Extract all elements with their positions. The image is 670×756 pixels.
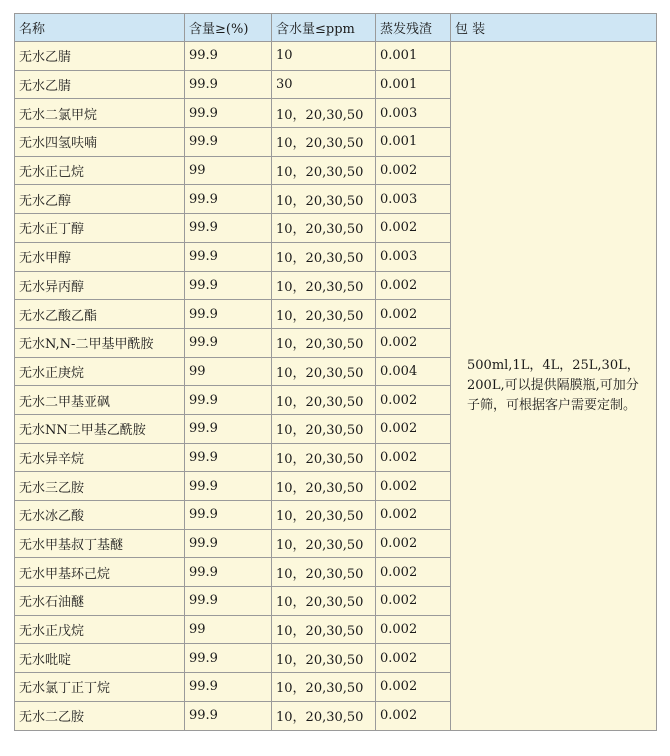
cell-water: 10，20,30,50	[272, 357, 376, 386]
cell-name: 无水甲基环己烷	[15, 558, 185, 587]
table-row	[15, 42, 657, 71]
cell-name: 无水正庚烷	[15, 357, 185, 386]
cell-content: 99.9	[185, 128, 272, 157]
cell-residue: 0.002	[376, 386, 451, 415]
cell-water: 10，20,30,50	[272, 673, 376, 702]
cell-name: 无水乙腈	[15, 70, 185, 99]
cell-residue: 0.002	[376, 300, 451, 329]
cell-residue: 0.002	[376, 673, 451, 702]
header-name: 名称	[15, 14, 185, 42]
cell-name: 无水异辛烷	[15, 443, 185, 472]
cell-residue: 0.001	[376, 128, 451, 157]
cell-water: 10，20,30,50	[272, 156, 376, 185]
cell-content: 99.9	[185, 70, 272, 99]
cell-residue: 0.002	[376, 529, 451, 558]
table-body	[15, 42, 657, 731]
product-table	[14, 13, 657, 731]
cell-content: 99.9	[185, 185, 272, 214]
cell-name: 无水四氢呋喃	[15, 128, 185, 157]
cell-residue: 0.002	[376, 271, 451, 300]
cell-content: 99.9	[185, 328, 272, 357]
cell-residue: 0.002	[376, 701, 451, 730]
cell-name: 无水正戊烷	[15, 615, 185, 644]
cell-name: 无水吡啶	[15, 644, 185, 673]
table-header-row	[15, 14, 657, 42]
cell-content: 99.9	[185, 414, 272, 443]
cell-residue: 0.003	[376, 185, 451, 214]
cell-content: 99	[185, 156, 272, 185]
cell-residue: 0.002	[376, 558, 451, 587]
cell-water: 10	[272, 42, 376, 71]
header-packaging: 包 装	[451, 14, 657, 42]
cell-water: 10，20,30,50	[272, 587, 376, 616]
cell-residue: 0.002	[376, 644, 451, 673]
cell-residue: 0.002	[376, 587, 451, 616]
cell-residue: 0.002	[376, 156, 451, 185]
cell-water: 10，20,30,50	[272, 644, 376, 673]
cell-residue: 0.002	[376, 328, 451, 357]
cell-residue: 0.002	[376, 443, 451, 472]
cell-water: 10，20,30,50	[272, 414, 376, 443]
cell-name: 无水正丁醇	[15, 214, 185, 243]
cell-water: 30	[272, 70, 376, 99]
cell-name: 无水冰乙酸	[15, 501, 185, 530]
cell-water: 10，20,30,50	[272, 328, 376, 357]
cell-name: 无水二甲基亚砜	[15, 386, 185, 415]
cell-content: 99	[185, 357, 272, 386]
cell-residue: 0.003	[376, 242, 451, 271]
cell-name: 无水乙腈	[15, 42, 185, 71]
cell-name: 无水正己烷	[15, 156, 185, 185]
cell-water: 10，20,30,50	[272, 501, 376, 530]
cell-content: 99.9	[185, 529, 272, 558]
cell-residue: 0.002	[376, 214, 451, 243]
cell-content: 99.9	[185, 99, 272, 128]
cell-water: 10，20,30,50	[272, 443, 376, 472]
cell-residue: 0.002	[376, 501, 451, 530]
cell-water: 10，20,30,50	[272, 472, 376, 501]
cell-content: 99.9	[185, 300, 272, 329]
cell-residue: 0.001	[376, 42, 451, 71]
cell-content: 99.9	[185, 673, 272, 702]
cell-residue: 0.003	[376, 99, 451, 128]
cell-content: 99	[185, 615, 272, 644]
cell-name: 无水NN二甲基乙酰胺	[15, 414, 185, 443]
cell-name: 无水石油醚	[15, 587, 185, 616]
cell-name: 无水氯丁正丁烷	[15, 673, 185, 702]
cell-name: 无水二氯甲烷	[15, 99, 185, 128]
cell-name: 无水三乙胺	[15, 472, 185, 501]
cell-water: 10，20,30,50	[272, 300, 376, 329]
cell-content: 99.9	[185, 558, 272, 587]
header-water: 含水量≤ppm	[272, 14, 376, 42]
cell-water: 10，20,30,50	[272, 242, 376, 271]
cell-residue: 0.002	[376, 615, 451, 644]
cell-content: 99.9	[185, 644, 272, 673]
cell-content: 99.9	[185, 386, 272, 415]
cell-residue: 0.002	[376, 472, 451, 501]
cell-water: 10，20,30,50	[272, 128, 376, 157]
cell-name: 无水异丙醇	[15, 271, 185, 300]
cell-content: 99.9	[185, 472, 272, 501]
cell-water: 10，20,30,50	[272, 185, 376, 214]
cell-residue: 0.004	[376, 357, 451, 386]
cell-content: 99.9	[185, 587, 272, 616]
cell-water: 10，20,30,50	[272, 214, 376, 243]
cell-name: 无水乙醇	[15, 185, 185, 214]
cell-name: 无水甲基叔丁基醚	[15, 529, 185, 558]
cell-water: 10，20,30,50	[272, 558, 376, 587]
cell-water: 10，20,30,50	[272, 271, 376, 300]
cell-packaging: 500ml,1L，4L，25L,30L，200L,可以提供隔膜瓶,可加分子筛，可根据客户需要定制。	[451, 42, 657, 731]
cell-water: 10，20,30,50	[272, 529, 376, 558]
cell-water: 10，20,30,50	[272, 615, 376, 644]
cell-water: 10，20,30,50	[272, 99, 376, 128]
cell-content: 99.9	[185, 42, 272, 71]
cell-name: 无水甲醇	[15, 242, 185, 271]
product-table-container	[14, 13, 657, 731]
header-residue: 蒸发残渣	[376, 14, 451, 42]
cell-name: 无水二乙胺	[15, 701, 185, 730]
cell-content: 99.9	[185, 242, 272, 271]
cell-content: 99.9	[185, 214, 272, 243]
cell-name: 无水N,N-二甲基甲酰胺	[15, 328, 185, 357]
cell-content: 99.9	[185, 501, 272, 530]
cell-residue: 0.002	[376, 414, 451, 443]
cell-residue: 0.001	[376, 70, 451, 99]
cell-name: 无水乙酸乙酯	[15, 300, 185, 329]
cell-content: 99.9	[185, 271, 272, 300]
cell-water: 10，20,30,50	[272, 701, 376, 730]
header-content: 含量≥(%)	[185, 14, 272, 42]
cell-content: 99.9	[185, 443, 272, 472]
cell-water: 10，20,30,50	[272, 386, 376, 415]
cell-content: 99.9	[185, 701, 272, 730]
